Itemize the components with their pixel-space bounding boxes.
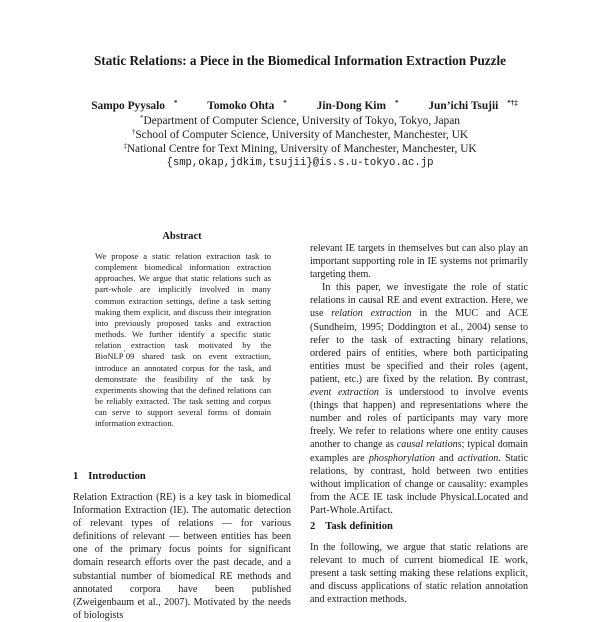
right-column-body: relevant IE targets in themselves but can also play an important supporting role in IE systems not primarily targeting them. In this paper, we investigate the role of static relations in causal RE and event extraction. Here, we use relation extraction in the MUC and ACE (Sundheim, 1995; Doddington et al., 2004) sense to refer to the task of extracting binary relations, ordered pairs of entities, where both participating entities must be specified and their roles (agent, patient, etc.) are fixed by the relation. By contrast, event extraction is understood to involve events (things that happen) and representations where the number and roles of participants may vary more freely. We refer to relations where one entity causes another to change as causal relations; typical domain examples are phosphorylation and activation. Static relations, by contrast, hold between two entities without implication of change or causality: examples from the ACE IE task include Physical.Located and Part-Whole.Artifact. — [310, 243, 528, 516]
author: Jun’ichi Tsujii *†‡ — [428, 99, 518, 112]
section-heading-task-definition: 2 Task definition — [310, 521, 393, 532]
paragraph: In this paper, we investigate the role of static relations in causal RE and event extraction. Here, we use relation extraction in the MUC and ACE (Sundheim, 1995; Doddington et al., 2004) sense to refer to the task of extracting binary relations, ordered pairs of entities, where both participating entities must be specified and their roles (agent, patient, etc.) are fixed by the relation. By contrast, event extraction is understood to involve events (things that happen) and representations where the number and roles of participants may vary more freely. We refer to relations where one entity causes another to change as causal relations; typical domain examples are phosphorylation and activation. Static relations, by contrast, hold between two entities without implication of change or causality: examples from the ACE IE task include Physical.Located and Part-Whole.Artifact. — [310, 282, 528, 516]
abstract-body: We propose a static relation extraction task to complement biomedical information extraction approaches. We argue that static relations such as part-whole are implicitly involved in many common extraction settings, define a task setting making them explicit, and discuss their integration into previously proposed tasks and extraction methods. We further identify a specific static relation extraction task motivated by the BioNLP’09 shared task on event extraction, introduce an annotated corpus for the task, and demonstrate the feasibility of the task by experiments showing that the defined relations can be reliably extracted. The task setting and corpus can serve to support several forms of domain information extraction. — [95, 251, 271, 429]
section-heading-introduction: 1 Introduction — [73, 471, 146, 482]
author: Sampo Pyysalo * — [91, 99, 178, 112]
author: Jin-Dong Kim * — [316, 99, 399, 112]
introduction-body: Relation Extraction (RE) is a key task in biomedical Information Extraction (IE). The automatic detection of relevant types of relations — for various definitions of relevant — between entities has been one of the primary focus points for significant domain research efforts over the past decade, and a substantial number of biomedical RE methods and annotated corpora have been published (Zweigenbaum et al., 2007). Motivated by the needs of biologists — [73, 492, 291, 621]
paper-title: Static Relations: a Piece in the Biomedical Information Extraction Puzzle — [93, 53, 507, 68]
task-definition-body: In the following, we argue that static relations are relevant to much of current biomedical IE work, present a task setting making these relations explicit, and discuss applications of static relation annotation and extraction methods. — [310, 542, 528, 606]
abstract-heading: Abstract — [162, 231, 202, 242]
author-list — [0, 100, 600, 112]
author: Tomoko Ohta * — [207, 99, 287, 112]
affiliation: *Department of Computer Science, University of Tokyo, Tokyo, Japan — [139, 114, 461, 127]
affiliation: ‡National Centre for Text Mining, University of Manchester, Manchester, UK — [123, 142, 477, 155]
contact-email: {smp,okap,jdkim,tsujii}@is.s.u-tokyo.ac.jp — [166, 157, 434, 169]
affiliation: †School of Computer Science, University of Manchester, Manchester, UK — [131, 128, 469, 141]
